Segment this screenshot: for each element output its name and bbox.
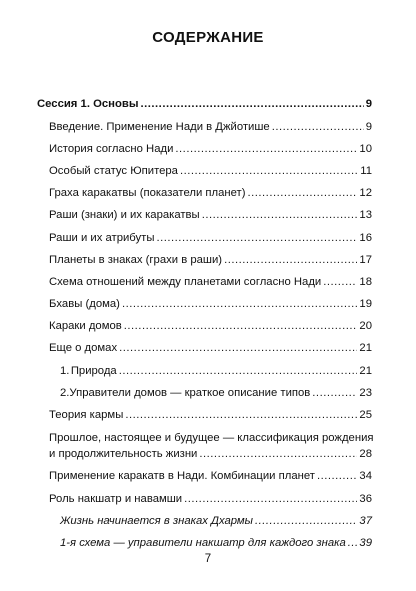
toc-entry-page: 36 <box>359 493 372 505</box>
toc-entry-page: 9 <box>365 121 372 133</box>
toc-entry-page: 16 <box>359 232 372 244</box>
toc-entry-number: 1. <box>60 365 70 377</box>
toc-entry-page: 25 <box>359 409 372 421</box>
leader-dots <box>199 447 357 461</box>
leader-dots <box>323 275 357 289</box>
leader-dots <box>224 253 357 267</box>
toc-entry-page: 13 <box>359 209 372 221</box>
toc-entry[interactable] <box>49 469 372 483</box>
leader-dots <box>247 186 357 200</box>
toc-entry-page: 37 <box>359 515 372 527</box>
page-number: 7 <box>204 553 212 565</box>
toc-entry-title: 1-я схема — управители накшатр для каждого знака <box>60 537 346 549</box>
toc-entry-page: 11 <box>360 165 372 177</box>
toc-entry-page: 23 <box>359 387 372 399</box>
leader-dots <box>140 97 363 111</box>
toc-entry-title: Особый статус Юпитера <box>49 165 178 177</box>
leader-dots <box>122 297 357 311</box>
toc-entry[interactable] <box>49 253 372 267</box>
toc-entry[interactable] <box>49 297 372 311</box>
toc-entry[interactable] <box>49 120 372 134</box>
toc-entry-title-line1: Прошлое, настоящее и будущее — классификация рождения <box>49 432 374 444</box>
leader-dots <box>348 536 358 550</box>
toc-entry-title: История согласно Нади <box>49 143 174 155</box>
leader-dots <box>317 469 357 483</box>
toc-entry-page: 12 <box>359 187 372 199</box>
leader-dots <box>312 386 357 400</box>
toc-entry[interactable] <box>49 208 372 222</box>
toc-entry-title: Планеты в знаках (грахи в раши) <box>49 254 223 266</box>
toc-entry-title: Введение. Применение Нади в Джйотише <box>49 121 270 133</box>
toc-subentry[interactable] <box>60 364 372 378</box>
toc-entry-title: Бхавы (дома) <box>49 298 120 310</box>
leader-dots <box>184 492 357 506</box>
toc-entry-page: 39 <box>359 537 372 549</box>
leader-dots <box>125 408 357 422</box>
toc-entry-title: Теория кармы <box>49 409 124 421</box>
toc-entry[interactable] <box>49 231 372 245</box>
leader-dots <box>202 208 358 222</box>
toc-entry-page: 21 <box>359 365 372 377</box>
toc-entry[interactable] <box>49 142 372 156</box>
page-title: СОДЕРЖАНИЕ <box>152 29 264 46</box>
toc-entry-page: 10 <box>359 143 372 155</box>
toc-entry-title: Жизнь начинается в знаках Дхармы <box>60 515 253 527</box>
toc-entry[interactable] <box>49 319 372 333</box>
toc-entry[interactable] <box>49 186 372 200</box>
leader-dots <box>124 319 358 333</box>
toc-entry-title: Схема отношений между планетами согласно Нади <box>49 276 322 288</box>
toc-entry-page: 17 <box>359 254 372 266</box>
leader-dots <box>119 364 358 378</box>
toc-entry-title: Граха каракатвы (показатели планет) <box>49 187 246 199</box>
toc-entry-title-line2: и продолжительность жизни <box>49 448 198 460</box>
toc-entry-title: Раши (знаки) и их каракатвы <box>49 209 200 221</box>
leader-dots <box>255 514 357 528</box>
toc-entry-title: Еще о домах <box>49 342 118 354</box>
toc-entry-page: 18 <box>359 276 372 288</box>
leader-dots <box>180 164 358 178</box>
toc-entry-title: Природа <box>70 365 117 377</box>
toc-entry[interactable] <box>49 275 372 289</box>
toc-subentry[interactable] <box>60 514 372 528</box>
toc-entry-title: Роль накшатр и навамши <box>49 493 183 505</box>
toc-subentry[interactable] <box>60 386 372 400</box>
leader-dots <box>272 120 364 134</box>
toc-entry[interactable] <box>37 97 372 111</box>
toc-entry-page: 34 <box>359 470 372 482</box>
toc-subentry[interactable] <box>60 536 372 550</box>
toc-entry-title: Караки домов <box>49 320 122 332</box>
toc-entry-page: 28 <box>359 448 372 460</box>
toc-entry-multiline[interactable] <box>49 431 372 461</box>
toc-entry-title: Управители домов — краткое описание типов <box>69 387 311 399</box>
toc-entry[interactable] <box>49 341 372 355</box>
toc-entry-title: Применение каракатв в Нади. Комбинации планет <box>49 470 315 482</box>
toc-entry-title: Раши и их атрибуты <box>49 232 155 244</box>
leader-dots <box>175 142 357 156</box>
toc-entry-page: 20 <box>359 320 372 332</box>
toc-entry-page: 21 <box>359 342 372 354</box>
toc-entry[interactable] <box>49 492 372 506</box>
leader-dots <box>119 341 357 355</box>
toc-entry-page: 19 <box>359 298 372 310</box>
toc-entry-title: Сессия 1. Основы <box>37 98 139 110</box>
toc-entry-page: 9 <box>365 98 372 110</box>
toc-entry[interactable] <box>49 164 372 178</box>
toc-entry-number: 2. <box>60 387 70 399</box>
leader-dots <box>156 231 357 245</box>
toc-entry[interactable] <box>49 408 372 422</box>
